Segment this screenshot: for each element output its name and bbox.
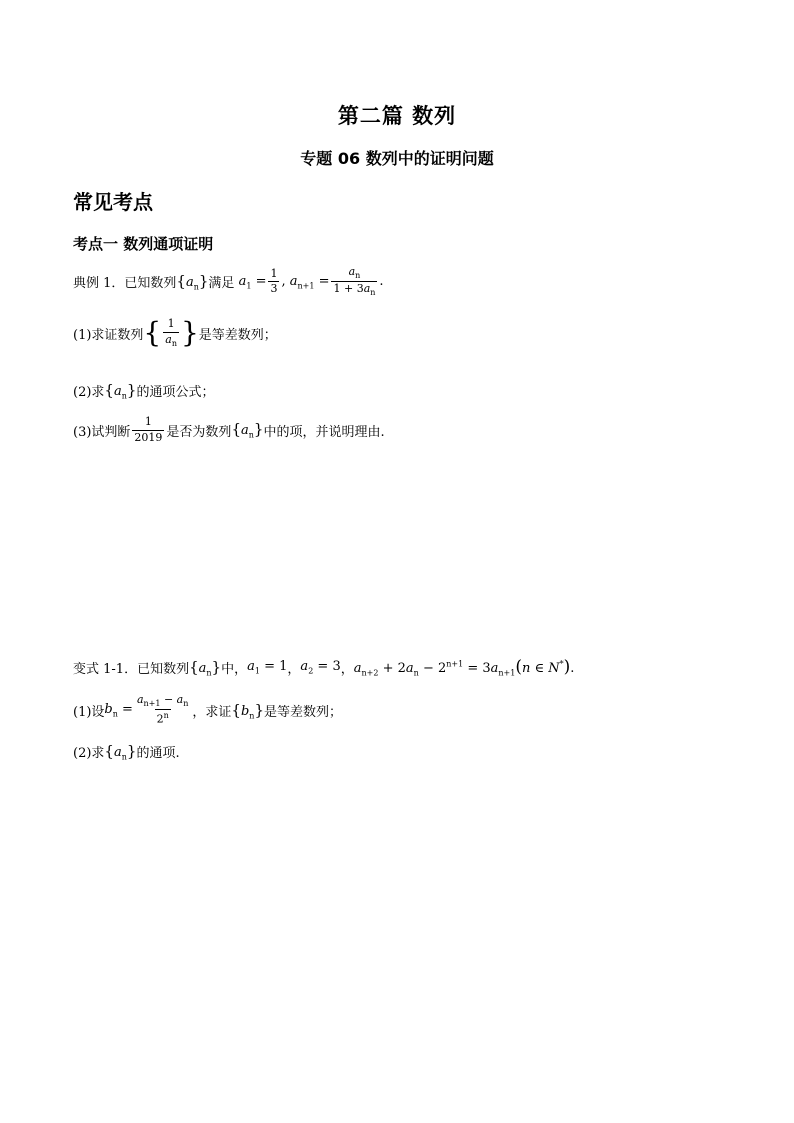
period: . [379, 274, 384, 290]
fraction-one-over-an: $\frac{1}{a_n}$ [165, 317, 177, 348]
section-heading: 常见考点 [73, 190, 153, 214]
example1-part1 [73, 318, 277, 348]
formula-seq-an: $\{a_n\}$ [189, 657, 222, 678]
part3-end: 中的项，并说明理由. [263, 424, 385, 440]
formula-recurrence-2: $a_{n+2} + 2a_n - 2^{n+1} = 3a_{n+1}(n$ ∈ N*). [353, 657, 575, 678]
fraction-recurrence: $\frac{a_n}{1 + 3a_n}$ [333, 265, 376, 298]
part3-label: (3)试判断 [73, 424, 131, 440]
formula-a2-eq-3: $a_2 = 3$ [300, 659, 341, 676]
formula-bn-def: $b_n$ = [104, 702, 133, 719]
part1-end: 是等差数列； [198, 327, 277, 343]
page-title: 第二篇 数列 [337, 104, 457, 128]
example1-statement [73, 266, 384, 298]
part3-mid: 是否为数列 [166, 424, 232, 440]
variant1-part1 [73, 694, 342, 727]
variant-part1-label: (1)设 [73, 704, 105, 720]
formula-seq-an: $\{a_n\}$ [231, 420, 264, 440]
variant-part2-label: (2)求 [73, 746, 105, 762]
formula-a1: $a_1$ = [238, 273, 267, 291]
variant-part1-end: 是等差数列； [263, 704, 342, 720]
example1-satisfies: 满足 [208, 276, 235, 292]
variant1-intro: 变式 1-1．已知数列 [73, 661, 190, 677]
part2-label: (2)求 [73, 385, 105, 401]
formula-seq-an: $\{a_n\}$ [104, 742, 137, 762]
fraction-bn: $\frac{a_{n+1} - a_n}{2^n}$ [136, 693, 189, 727]
page-subtitle: 专题 06 数列中的证明问题 [300, 149, 494, 168]
formula-seq-bn: $\{b_n\}$ [231, 700, 264, 721]
part1-label: (1)求证数列 [73, 327, 144, 343]
separator-comma: ， [340, 661, 354, 677]
formula-recurrence: , $a_{n+1}$ = [281, 273, 330, 291]
example1-part2 [73, 381, 214, 401]
formula-seq-an: $\{a_n\}$ [176, 272, 209, 292]
example1-part3 [73, 416, 385, 444]
left-brace: { [143, 316, 162, 349]
separator-comma: ， [287, 661, 301, 677]
variant1-part2 [73, 742, 180, 762]
section-subheading: 考点一 数列通项证明 [73, 235, 214, 253]
variant1-zhong: 中， [221, 661, 248, 677]
variant1-statement [73, 657, 574, 678]
variant-part1-mid: ，求证 [192, 704, 232, 720]
formula-a1-eq-1: $a_1 = 1$ [247, 659, 288, 676]
example1-intro: 典例 1．已知数列 [73, 276, 177, 292]
variant-part2-end: 的通项. [136, 746, 180, 762]
part2-end: 的通项公式； [136, 385, 215, 401]
fraction-one-over-2019: $\frac{1}{2019}$ [134, 415, 163, 444]
formula-seq-an: $\{a_n\}$ [104, 381, 137, 401]
right-brace: } [180, 316, 199, 349]
fraction-one-third: $\frac{1}{3}$ [270, 266, 278, 296]
